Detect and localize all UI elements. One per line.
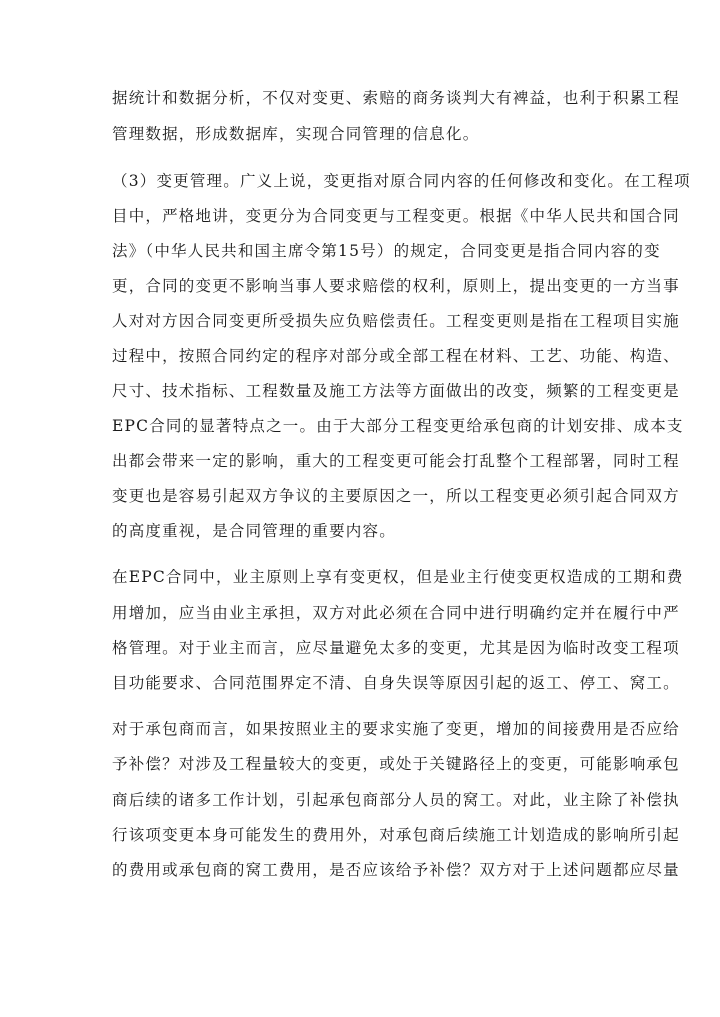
text-line: 尺寸、技术指标、工程数量及施工方法等方面做出的改变，频繁的工程变更是 bbox=[112, 382, 680, 400]
text-line: 过程中，按照合同约定的程序对部分或全部工程在材料、工艺、功能、构造、 bbox=[112, 347, 680, 365]
text-line: 据统计和数据分析，不仅对变更、索赔的商务谈判大有裨益，也利于积累工程 bbox=[112, 89, 680, 107]
text-line: 目功能要求、合同范围界定不清、自身失误等原因引起的返工、停工、窝工。 bbox=[112, 674, 680, 692]
text-line: 人对对方因合同变更所受损失应负赔偿责任。工程变更则是指在工程项目实施 bbox=[112, 312, 680, 330]
text-line: 出都会带来一定的影响，重大的工程变更可能会打乱整个工程部署，同时工程 bbox=[112, 452, 680, 470]
text-line: 管理数据，形成数据库，实现合同管理的信息化。 bbox=[112, 125, 480, 143]
text-line: 法》（中华人民共和国主席令第15号）的规定，合同变更是指合同内容的变 bbox=[112, 242, 661, 260]
text-line: 行该项变更本身可能发生的费用外，对承包商后续施工计划造成的影响所引起 bbox=[112, 826, 680, 844]
text-line: 商后续的诸多工作计划，引起承包商部分人员的窝工。对此，业主除了补偿执 bbox=[112, 791, 680, 809]
text-line: 用增加，应当由业主承担，双方对此必须在合同中进行明确约定并在履行中严 bbox=[112, 604, 680, 622]
text-line: 更，合同的变更不影响当事人要求赔偿的权利，原则上，提出变更的一方当事 bbox=[112, 277, 680, 295]
text-line: 在EPC合同中，业主原则上享有变更权，但是业主行使变更权造成的工期和费 bbox=[112, 568, 684, 586]
text-line: EPC合同的显著特点之一。由于大部分工程变更给承包商的计划安排、成本支 bbox=[112, 417, 684, 435]
text-line: 的高度重视，是合同管理的重要内容。 bbox=[112, 522, 396, 540]
text-line: （3）变更管理。广义上说，变更指对原合同内容的任何修改和变化。在工程项 bbox=[112, 172, 691, 190]
text-line: 对于承包商而言，如果按照业主的要求实施了变更，增加的间接费用是否应给 bbox=[112, 720, 680, 738]
text-line: 变更也是容易引起双方争议的主要原因之一，所以工程变更必须引起合同双方 bbox=[112, 487, 680, 505]
text-line: 予补偿？对涉及工程量较大的变更，或处于关键路径上的变更，可能影响承包 bbox=[112, 755, 680, 773]
text-line: 的费用或承包商的窝工费用，是否应该给予补偿？双方对于上述问题都应尽量 bbox=[112, 861, 680, 879]
text-line: 格管理。对于业主而言，应尽量避免太多的变更，尤其是因为临时改变工程项 bbox=[112, 639, 680, 657]
text-line: 目中，严格地讲，变更分为合同变更与工程变更。根据《中华人民共和国合同 bbox=[112, 207, 680, 225]
